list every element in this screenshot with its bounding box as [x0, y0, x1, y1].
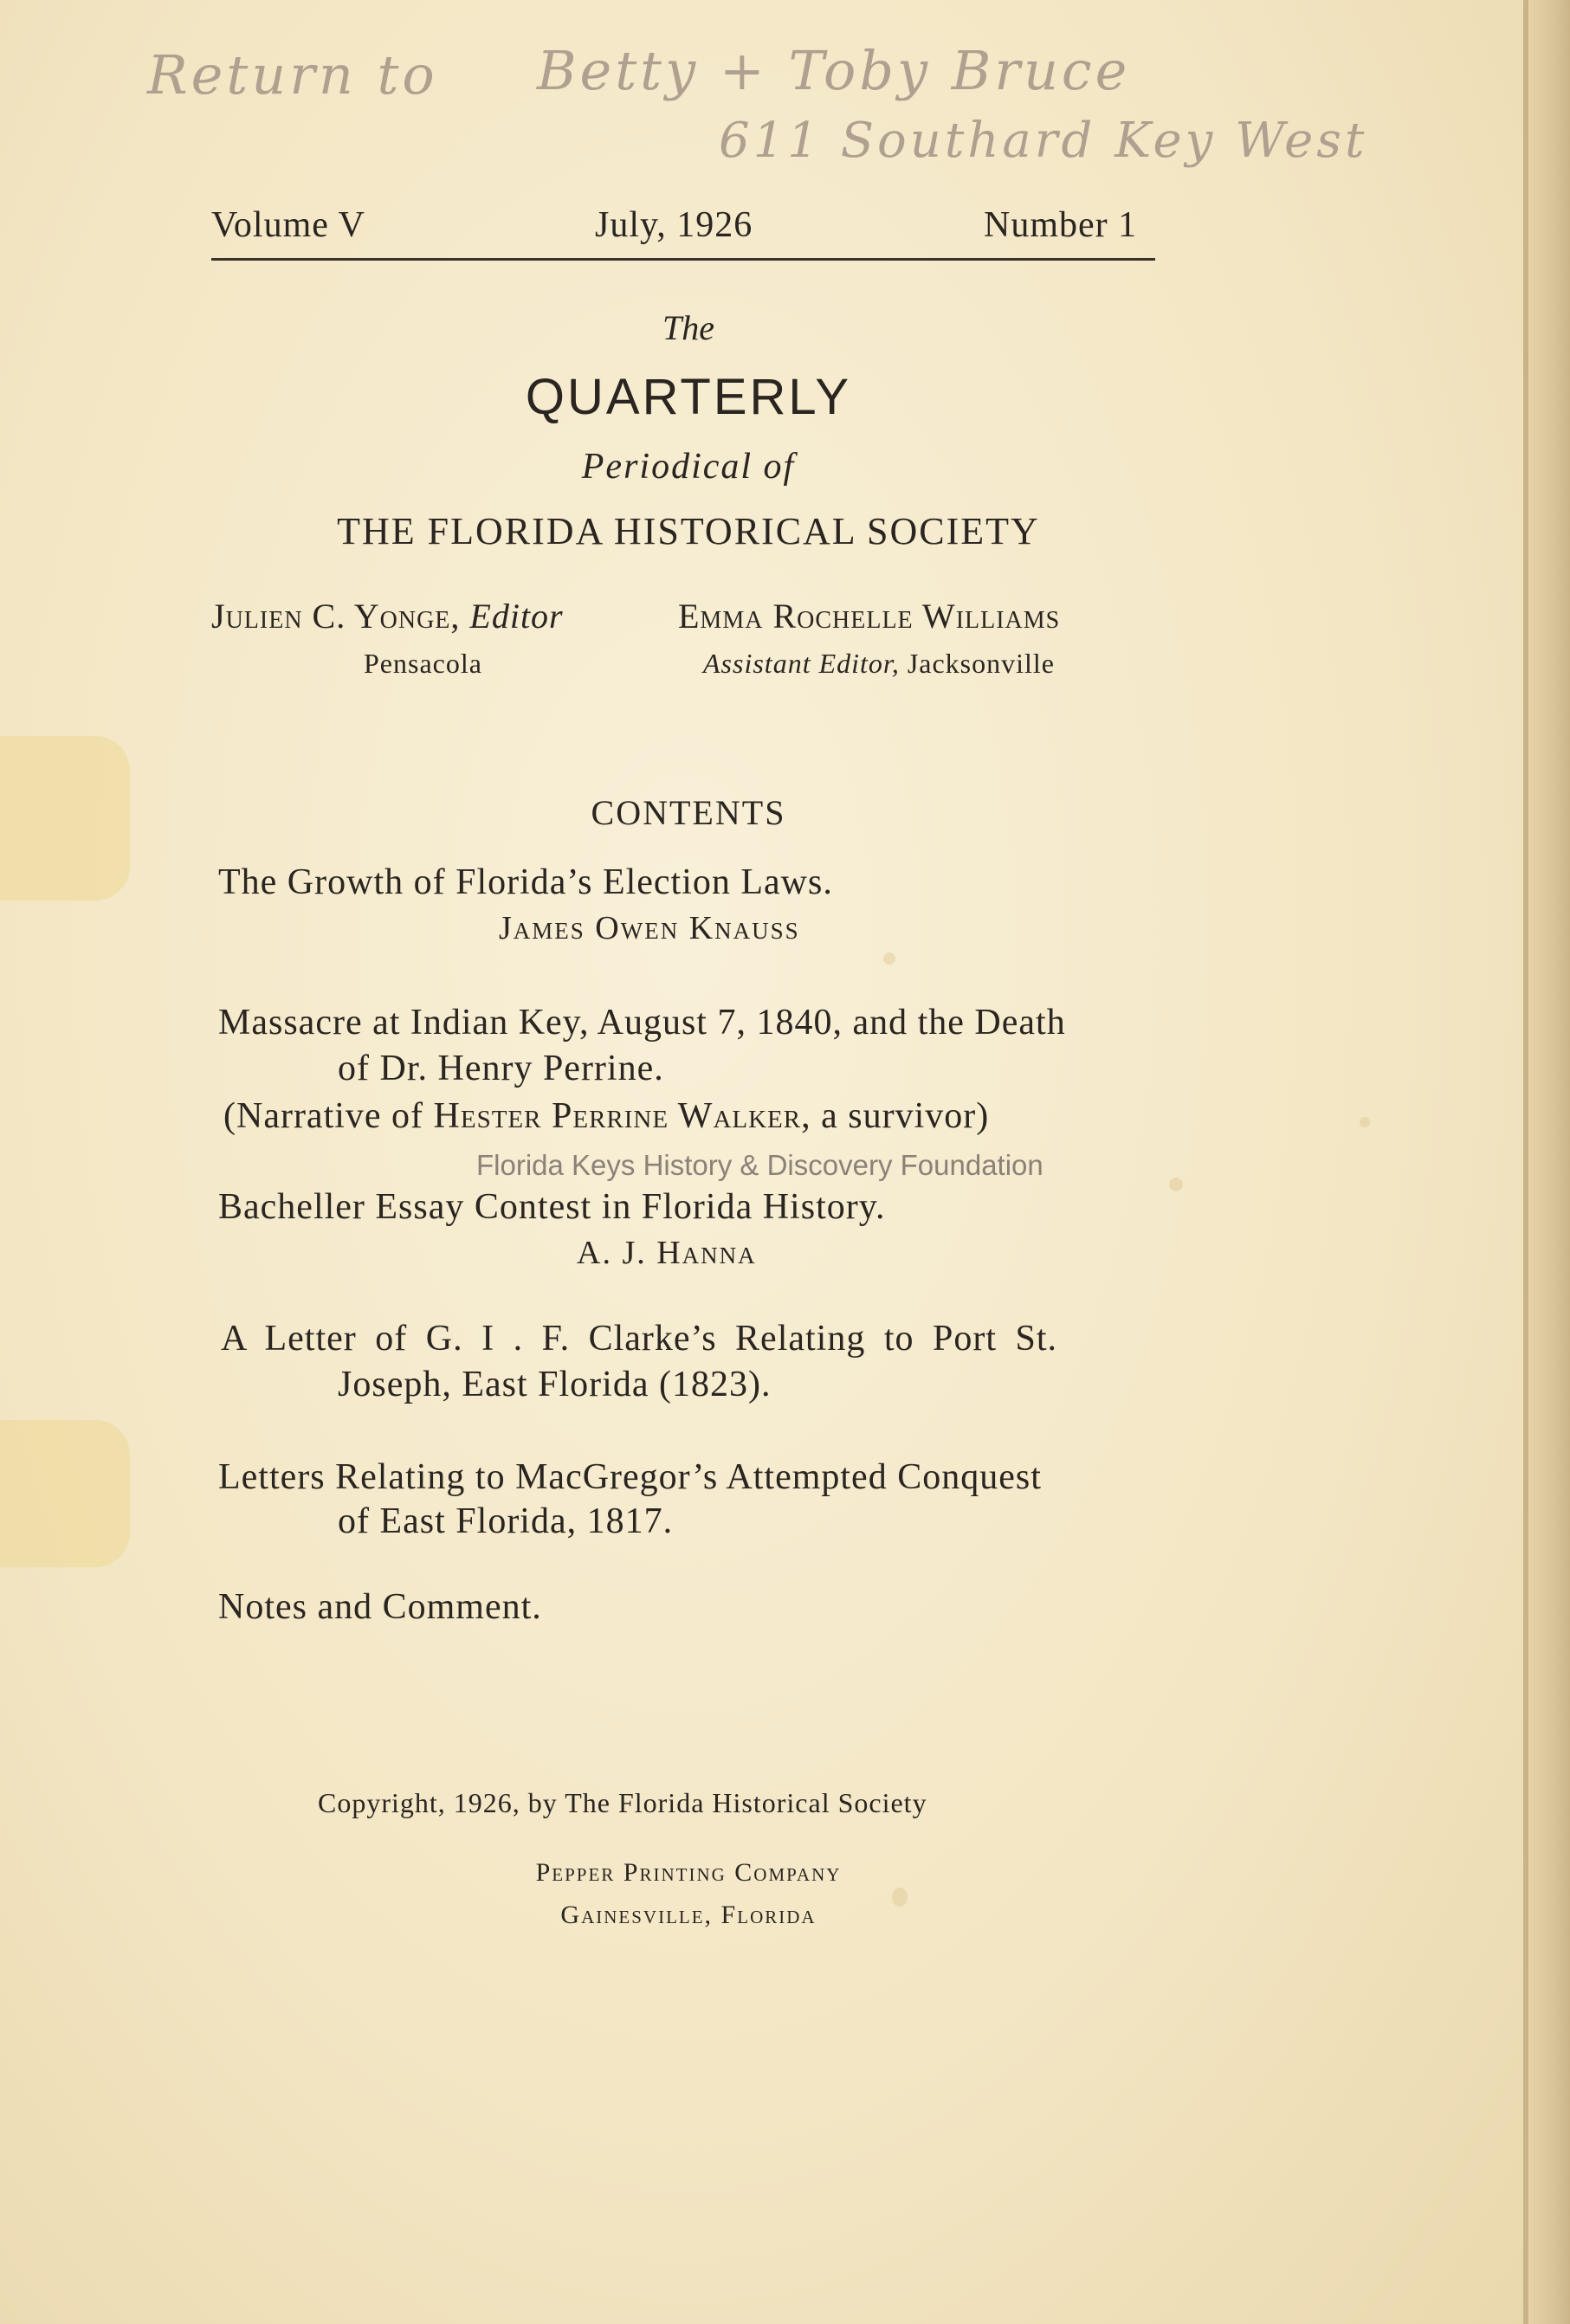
foundation-watermark: Florida Keys History & Discovery Foundation — [476, 1149, 1043, 1181]
volume-label: Volume V — [211, 205, 365, 245]
issue-date: July, 1926 — [595, 205, 753, 245]
paper-stain — [1169, 1178, 1183, 1191]
contents-entry-4-cont: Joseph, East Florida (1823). — [338, 1365, 772, 1404]
contents-entry-4: A Letter of G. I . F. Clarke’s Relating to Port St. — [221, 1319, 1058, 1359]
masthead-subtitle: Periodical of — [581, 447, 796, 487]
masthead-title: QUARTERLY — [525, 369, 852, 425]
contents-entry-5-cont: of East Florida, 1817. — [338, 1501, 674, 1541]
editor-role: Editor — [469, 597, 564, 636]
copyright-notice: Copyright, 1926, by The Florida Historical Society — [318, 1787, 927, 1818]
assistant-editor-credit — [703, 648, 1055, 680]
contents-author-1: James Owen Knauss — [499, 910, 800, 946]
editor-city: Pensacola — [364, 648, 482, 679]
masthead-the: The — [662, 308, 714, 347]
narrative-prefix: (Narrative of — [223, 1096, 424, 1136]
contents-entry-6: Notes and Comment. — [218, 1587, 542, 1627]
handwritten-note-address: 611 Southard Key West — [719, 113, 1368, 169]
assistant-editor-city: Jacksonville — [907, 648, 1055, 679]
contents-entry-1: The Growth of Florida’s Election Laws. — [218, 862, 833, 902]
issue-number: Number 1 — [984, 205, 1138, 245]
society-name: THE FLORIDA HISTORICAL SOCIETY — [337, 510, 1040, 552]
assistant-editor-role: Assistant Editor, — [703, 648, 900, 679]
contents-entry-2: Massacre at Indian Key, August 7, 1840, and the Death — [218, 1003, 1066, 1043]
contents-entry-2-cont: of Dr. Henry Perrine. — [338, 1049, 664, 1088]
contents-entry-5: Letters Relating to MacGregor’s Attempted Conquest — [218, 1457, 1042, 1497]
narrative-suffix: a survivor) — [821, 1096, 990, 1136]
handwritten-note-names: Betty + Toby Bruce — [537, 39, 1131, 102]
paper-stain — [1360, 1117, 1370, 1127]
header-rule — [211, 258, 1155, 261]
contents-heading: CONTENTS — [591, 793, 786, 832]
contents-entry-3: Bacheller Essay Contest in Florida History. — [218, 1187, 886, 1227]
printer-name: Pepper Printing Company — [535, 1858, 842, 1887]
paper-stain — [883, 952, 895, 965]
assistant-editor-name: Emma Rochelle Williams — [678, 597, 1061, 636]
contents-author-3: A. J. Hanna — [577, 1235, 757, 1271]
contents-entry-2-narrative — [223, 1095, 989, 1137]
handwritten-note-return: Return to — [147, 43, 438, 107]
editor-credit — [211, 596, 564, 636]
page-edge — [1528, 0, 1570, 2324]
tape-residue — [0, 1420, 130, 1567]
narrative-author: Hester Perrine Walker, — [433, 1096, 811, 1136]
editor-name: Julien C. Yonge, — [211, 597, 461, 636]
printer-location: Gainesville, Florida — [560, 1901, 817, 1929]
